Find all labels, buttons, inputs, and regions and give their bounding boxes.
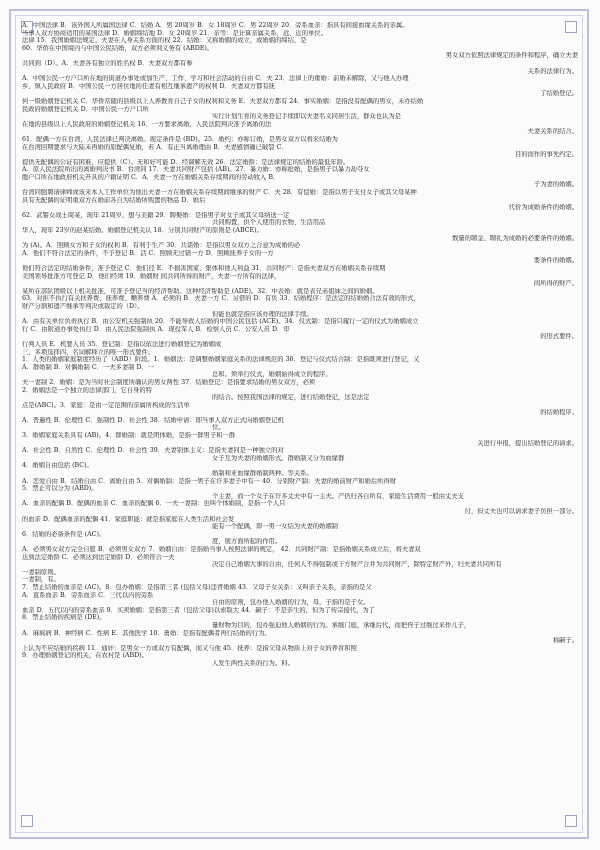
text-line: 位。 (212, 424, 225, 432)
text-line: A．中国法律 B．该外国人所属国法律 C．结婚 A．男 20周岁 B．女 18周岁 C．男 22周岁 20．旁系血亲：指具有间接血缘关系的亲属。 (22, 22, 409, 29)
text-line: 了结婚登记。 (540, 90, 578, 98)
text-line: 63．对拒不执行有关扶养费、抚养费、赡养费 A．必须的 B．夫妻一方 C．另借的 D．有负 33．结婚程序：是法定的结婚婚合法有效的形式， (22, 295, 420, 303)
text-line: 在台湾回期要求与大陆未再婚的原配偶复婚，若 A．有正当离婚理由 B．夫妻感情确已破裂 C． (22, 143, 288, 151)
text-line: 夫一妻制 2．婚姻：是为当时社会制度所确认的男女两性 37．结婚登记：是指要求结婚的男女双方，必须 (22, 378, 316, 386)
text-line: 代价为成婚条件的婚姻。 (508, 204, 578, 212)
text-line: 1．人类的婚姻家庭制度经历了（ABD）阶段。1．婚姻法：是调整婚姻家庭关系的法律规范的 36．登记与仪式结合制：是指既须进行登记，又 (22, 356, 420, 364)
text-line: 61．配偶一方在台湾，人民法律已判决离婚。现定条件是 (BD)。25．婚约：亦称订婚，是男女双方以将来结婚为 (22, 135, 338, 143)
text-line: A．普遍性 B．伦理性 C．强制性 D．社会性 38．结婚申请：即当事人双方正式向婚姻登记机 (22, 416, 284, 424)
document-body (22, 22, 578, 822)
text-line: 男女双方依照法律规定的条件和程序，确立夫妻 (445, 52, 578, 60)
text-line: 达到法定婚龄 C．必须达到法定婚龄 D．必须符合一夫 (22, 553, 175, 561)
text-line: 一妻制原则。 (22, 568, 60, 576)
text-line: 总和。须举行仪式，婚姻始得成立的程序。 (212, 371, 332, 379)
text-line: 量财物为目的，包办强迫他人婚姻的行为。承继门庭，承继后代，而把侄子过继过来作儿子， (212, 621, 471, 629)
text-line: 8．禁止结婚的疾病是 (DE)。 (22, 614, 106, 622)
text-line: 9．办理婚姻登记的机关，在农村是 (ABD)。 (22, 652, 148, 660)
text-line: 决定自己婚姻大事的自由，任何人不得强制或干方财产合并为共同财产，除特定财产外，归夫妻共同所有 (212, 561, 502, 569)
text-line: 62．武警女战士周某，现年 21周岁，想与美籍 29．聘娶婚：是指男子对女子或其父母纳送一定 (22, 211, 290, 219)
text-line: 他们符合法定的结婚条件，准予登记 C．他们径 E．不损害国家、集体和他人利益 31．共同财产：是指夫妻双方在婚姻关系存续期 (22, 265, 386, 272)
text-line: 的血亲 D．配偶血亲的配偶 41．家庭职能：就是指家庭在人类生活和社会发 (22, 515, 235, 523)
text-line: 3．婚姻家庭关系具有 (AB)。4．群婚制：就是团体婚，是指一群男子和一群 (22, 432, 236, 440)
text-line: 行判人员 E．机要人员 35．登记制：是指以依法进行婚姻登记为婚姻成 (22, 340, 222, 348)
text-line: 华人，现年 23岁的赵某结婚。婚姻登记机关认 18．分别共同财产的原则是 (ABCE)。 (22, 227, 263, 235)
text-line: 4．婚姻自由包括 (BC)。 (22, 462, 93, 470)
text-line: 法律 15．我国婚姻法规定，夫妻在人身关系方面的权 22．结婚：又称婚姻的成立，或婚姻的缔结，是 (22, 37, 307, 45)
text-line: 的形式要件。 (540, 333, 578, 341)
text-line: A．中国公民一方户口所在地的街道办事处或加生产、工作、学习和社会活动的自由 C．夫 23．法律上的重婚：前婚未解除，又与他人办理 (22, 75, 409, 83)
text-line: 三、多项选择四、名词解释立的唯一形式要件。 (22, 348, 155, 356)
text-line: 关进行申报，提出结婚登记的请求。 (477, 439, 578, 447)
text-line: 60．华侨在中国境内与中国公民结婚，双方必须利义务有 (ABDE)。 (22, 44, 214, 52)
text-line: 女子互为夫妻的婚姻形式。群婚制又分为血缘群 (212, 454, 345, 462)
text-line: 某所在部队团级以上机关批准，可准予登记当的经济帮助。这种经济帮助是 (ADE)。32．中表婚：就是表兄弟姐妹之间的婚姻。 (22, 287, 379, 295)
text-line: 个主妻，而一个女子在许多丈夫中有一主夫。产仍归各自所有，家庭生活费用一般由丈夫支 (212, 492, 464, 500)
text-line: A．直系血亲 B．旁系血亲 C．三代以内的旁系 (22, 591, 154, 599)
text-line: 胞户口所在地政府机关开具的户籍证明 C．A．夫妻一方在婚姻关系存续期间的劳动收入 B． (22, 173, 280, 181)
text-line: 6．结婚的必备条件是 (AC)。 (22, 530, 106, 538)
text-line: 付，但丈夫也可以请求妻子负担一部分。 (464, 508, 578, 515)
text-line: 7．禁止结婚的血亲是 (AC)。8．包办婚姻：是指第三者 (包括父母)违背婚姻 43．父母子女关系：又叫亲子关系，亲指的是父 (22, 583, 372, 591)
text-line: 要条件的婚姻。 (533, 257, 578, 265)
text-line: 何一级婚姻登记机关 C．华侨常随的县级以上人养教育自己子女的权利和义务 E．夫妻双方都有 24．事实婚姻：是指没有配偶的男女，未办结婚 (22, 97, 424, 105)
text-line: 行 C．由附道办事处执行 D．由人民法院强制执 A．现役军人 B．检察人员 C．公安人员 D．审 (22, 325, 290, 333)
text-line: 美国领导批准方可登记 D．他们经须 19．婚姻财 间共同所得的财产，夫妻一方所有的法律， (22, 272, 281, 280)
text-line: 乡、镇人民政府 B．中国公民一方居住地的任妻有相互继承遗产的权利 D．夫妻双方都有抚 (22, 82, 275, 90)
text-line: 提供无配偶的公证有困难，应提供（C）。无和好可能 D．经调解无效 26．法定婚龄：是法律规定的结婚的最低年龄。 (22, 158, 350, 166)
text-line: 子为妻的婚姻。 (533, 181, 578, 189)
text-line: 间所得的财产。 (533, 280, 578, 288)
text-line: A．群婚制 B．对偶婚制 C．一夫多妻制 D．一 (22, 363, 155, 371)
text-line: 婚制和亚血缘群婚制两种。等关系。 (212, 470, 313, 478)
text-line: A．恋爱自由 B．结婚自由 C．离婚自由 5．对偶婚制：是指一男子在许多妻子中有一 40．分别财产制：夫妻的婚前财产和婚后所得财 (22, 477, 397, 485)
text-line: 当事人双方协商适用的某国法律 D．婚姻缔结地 D．女 20周岁 21．亲等：是计算亲属关系，远、近的单位。 (22, 29, 327, 37)
text-line: 财产分割和遗产继承等判决或裁定的（D）。 (22, 302, 144, 310)
text-line: 一妻制，有。 (22, 576, 60, 584)
text-line: 共同购置，供个人使用的衣物、生活用品 (212, 219, 326, 227)
text-line: 数量的聘金、聘礼为成婚的必要条件的婚姻。 (452, 234, 578, 242)
text-line: 夫妻关系的结合。 (527, 128, 578, 136)
text-line: 为 (A)。A．照顾女方和子女的权利 B．有利于生产 30．共诺婚：是指以男女双方之合意为成婚的必 (22, 242, 301, 250)
text-line: A．必须男女双方完全自愿 B．必须男女双方 7．婚姻自由：是指婚当事人按照法律的规定， 42．共同财产制：是指婚姻关系成立后，将夫妻双 (22, 545, 421, 553)
text-line: 民政府婚姻登记机关 D．中国公民一方户口所 (22, 105, 149, 113)
text-line: 5．禁止可以分为 (ABD)。 (22, 485, 98, 493)
text-line: A．原人民法院所出的离婚判决书 B．台湾同 17．夫妻共同财产包括 (AB)。27．暴力婚：亦称抢婚，是指男子以暴力劫夺女 (22, 166, 370, 174)
text-line: A．社会性 B．自然性 C．伦理性 D．社会性 39．夫妻别体主义：是指夫妻同是一种独立的对 (22, 447, 284, 455)
text-line: 的结合。按照我国法律的规定，进行结婚登记，这是法定 (212, 394, 370, 402)
text-line: A．血亲的配偶 B．配偶的血亲 C．血亲的配偶 6．一夫一妻制：也叫个体婚制，是指一个人只 (22, 500, 286, 508)
text-line: 台湾同胞聘请律师或该来本人工作单位为他出夫妻一方在婚姻关系存续期间继承的财产 C．夫 28．有偿婚：是指以男子支付女子或其父母某种 (22, 189, 417, 197)
text-line: 目的而作的事先约定。 (515, 151, 578, 159)
text-line: 但能也就是指应该办理的法律手续。 (212, 310, 313, 318)
text-line: 能有一个配偶，即一男一女结为夫妻的婚姻制 (212, 523, 338, 531)
text-line: 自由的原则，包办他人婚姻的行为，母，子指的是子女。 (212, 599, 370, 607)
text-line: 在地的县级以上人民政府的婚姻登记机关 16．一方要求离婚，人民法院判决准予离婚的法 (22, 120, 272, 128)
text-line: 的结婚程序。 (540, 409, 578, 417)
text-line: 人发生两性关系的行为。料。 (212, 659, 294, 667)
text-line: 2．婚姻法是一个独立的法律部门，它自身的特 (22, 386, 152, 394)
text-line: A．由有关单位负责执行 B．由公安机关强制执 20．不能导致人结婚的中国公民包括 (ACE)。34．仪式制：是指只履行一定的仪式为婚姻成立 (22, 318, 419, 326)
text-line: 共同到（D）。A．夫妻各有独立的姓名权 B．夫妻双方都有参 (22, 59, 193, 67)
text-line: 上认为不应结婚的疾病 11．通奸：是男女一方或双方有配偶，而又与他 45．抚养：是指父母从物质上对子女的养育和照 (22, 644, 357, 652)
text-line: 血亲 D．五代以内的旁系血亲 9．买卖婚姻：是指第三者（包括父母)以索取大 44．嗣子：不是亲生的，但为了传宗接代，为了 (22, 606, 375, 614)
text-line: A．他们不符合法定的条件，不予登记 B．活 C．照顾无过错一方 D．照顾抚养子女的一方 (22, 249, 274, 257)
text-line: 度，展方面所起的作用。 (212, 538, 282, 546)
text-line: 实行计划生育的义务登记手续即以夫妻名义同居生活，群众也认为是 (212, 113, 401, 121)
text-line: A．麻疯病 B．神经病 C．性病 E．其他医学 10．勇婚：是指有配偶者再行结婚的行为。 (22, 629, 271, 637)
text-line: 称嗣子。 (552, 637, 578, 645)
text-line: 具有无配偶的证明重双方在婚前各自为结婚所购置的物品 D．婚后 (22, 196, 206, 204)
text-line: 点是(ABC)。3．家庭：是由一定范围的亲属所构成的生活单 (22, 401, 190, 409)
text-line: 关系的法律行为。 (527, 67, 578, 75)
